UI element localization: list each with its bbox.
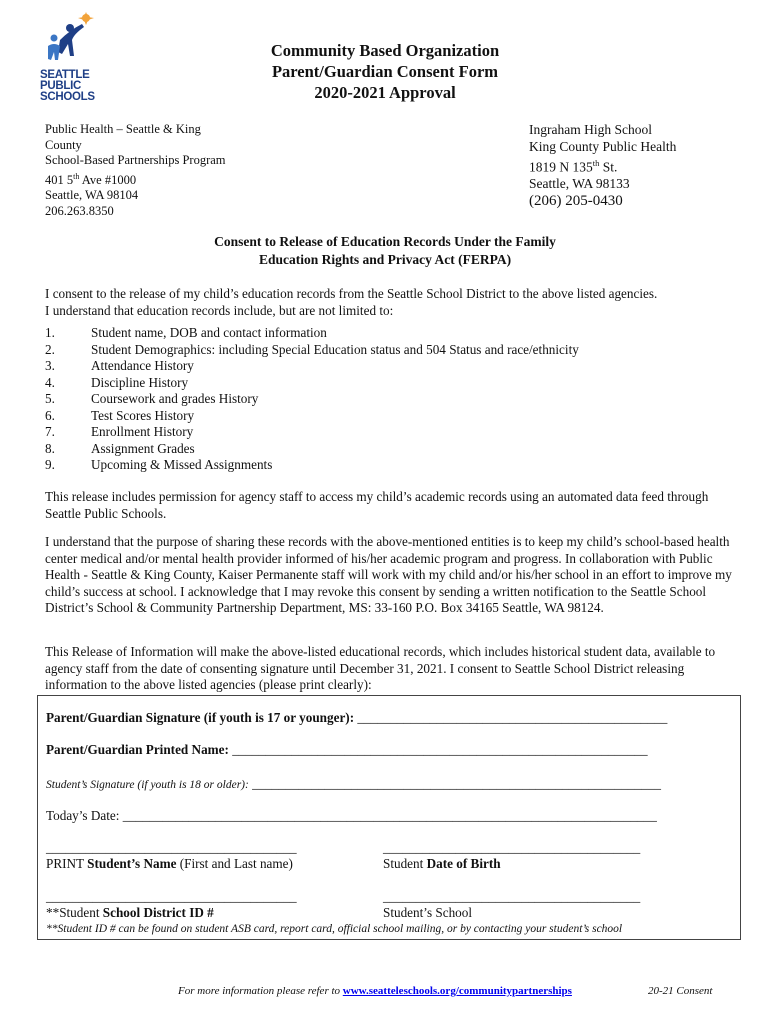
street-suffix: th (592, 158, 600, 168)
id-prefix: **Student (46, 905, 103, 920)
logo-word: PUBLIC (40, 80, 82, 92)
item-text: Upcoming & Missed Assignments (91, 457, 273, 472)
student-dob-field[interactable]: _______________________________________ (383, 840, 641, 855)
purpose-paragraph: I understand that the purpose of sharing these records with the above-mentioned entities is to keep my child’s school-based health center medical and/or mental health provider informed of his/her academic program and progress. In collaboration with Public Health - Seattle & King County, Kaiser Permanente staff will work with my child and/or his/her school in an effort to improve my child’s success at school. I acknowledge that I may revoke this consent by sending a written notification to the Seattle School District’s School & Community Partnership Department, MS: 33-160 P.O. Box 34165 Seattle, WA 98124. (45, 534, 732, 615)
address-line: County (45, 137, 82, 152)
date-field[interactable]: _________________________________________________________________________________ (122, 808, 657, 823)
community-partnerships-link[interactable]: www.seatteleschools.org/communitypartnerships (342, 985, 572, 997)
student-signature-label: Student’s Signature (if youth is 18 or older): (46, 779, 249, 791)
street-number: 1819 N 135 (529, 159, 593, 175)
section-title (120, 233, 650, 269)
student-id-field[interactable]: ______________________________________ (46, 889, 297, 904)
records-list (45, 325, 735, 474)
parent-name-label: Parent/Guardian Printed Name: (46, 742, 229, 757)
list-item (45, 441, 735, 458)
dob-prefix: Student (383, 856, 427, 871)
student-school-field[interactable]: _______________________________________ (383, 889, 641, 904)
intro-line: I consent to the release of my child’s education records from the Seattle School District to the above listed agencies. (45, 286, 658, 301)
item-number: 3. (45, 358, 55, 373)
item-number: 8. (45, 440, 55, 456)
item-number: 2. (45, 341, 55, 357)
address-left (45, 122, 255, 219)
address-phone: 206.263.8350 (45, 203, 114, 218)
intro-paragraph (45, 286, 735, 319)
item-text: Student Demographics: including Special Education status and 504 Status and race/ethnicity (91, 341, 579, 357)
intro-line: I understand that education records include, but are not limited to: (45, 302, 394, 318)
print-bold: Student’s Name (87, 856, 177, 871)
logo-word: SEATTLE (40, 69, 90, 81)
item-text: Student name, DOB and contact information (91, 325, 327, 340)
address-street (529, 155, 739, 176)
section-title-line: Education Rights and Privacy Act (FERPA) (258, 252, 512, 267)
item-text: Attendance History (91, 358, 194, 373)
parent-signature-label: Parent/Guardian Signature (if youth is 17 or younger): (46, 710, 355, 725)
address-line: King County Public Health (529, 138, 677, 154)
list-item (45, 408, 735, 425)
title-line: Parent/Guardian Consent Form (271, 62, 499, 81)
parent-name-field[interactable]: _______________________________________________________________ (232, 742, 648, 757)
item-text: Discipline History (91, 374, 189, 390)
student-dob-label (383, 856, 501, 872)
student-name-label (46, 856, 293, 872)
list-item (45, 358, 735, 375)
date-row (46, 808, 657, 824)
item-number: 9. (45, 457, 55, 472)
logo-word: SCHOOLS (40, 91, 95, 103)
item-number: 4. (45, 374, 55, 390)
item-number: 6. (45, 407, 55, 423)
logo-figure-icon (40, 12, 96, 72)
footer-code: 20-21 Consent (648, 985, 713, 997)
address-line: School-Based Partnerships Program (45, 153, 226, 167)
address-line: Ingraham High School (529, 122, 652, 137)
parent-name-row (46, 742, 648, 758)
footer-info (178, 985, 572, 997)
street-rest: St. (599, 159, 618, 175)
dob-bold: Date of Birth (426, 856, 501, 871)
id-bold: School District ID # (102, 905, 214, 920)
student-id-label (46, 905, 214, 921)
item-number: 7. (45, 424, 55, 439)
release-paragraph: This release includes permission for agency staff to access my child’s academic records using an automated data feed through Seattle Public Schools. (45, 489, 709, 521)
logo-wordmark (40, 70, 98, 103)
print-prefix: PRINT (46, 856, 88, 871)
title-line: Community Based Organization (270, 41, 500, 60)
list-item (45, 375, 735, 392)
item-number: 1. (45, 325, 55, 340)
street-number: 401 5 (45, 172, 74, 187)
item-text: Coursework and grades History (91, 391, 259, 406)
form-title (240, 40, 530, 103)
student-signature-field[interactable]: ______________________________________________________________ (252, 776, 661, 791)
parent-signature-field[interactable]: _______________________________________________ (357, 710, 668, 725)
address-phone: (206) 205-0430 (529, 192, 623, 209)
list-item (45, 457, 735, 474)
student-school-label: Student’s School (383, 905, 473, 920)
student-name-field[interactable]: ______________________________________ (46, 840, 297, 855)
address-right (529, 122, 739, 209)
footer-info-text: For more information please refer to (178, 985, 343, 997)
item-number: 5. (45, 391, 55, 406)
date-label: Today’s Date: (46, 808, 120, 823)
title-line: 2020-2021 Approval (314, 83, 456, 102)
item-text: Test Scores History (91, 407, 195, 423)
list-item (45, 325, 735, 342)
street-suffix: th (73, 171, 80, 181)
address-street (45, 169, 255, 189)
info-paragraph: This Release of Information will make the above-listed educational records, which includes historical student data, available to agency staff from the date of consenting signature until December 31, 2021. I consent to Seattle School District releasing information to the above listed agencies (please print clearly): (45, 644, 716, 692)
section-title-line: Consent to Release of Education Records Under the Family (214, 234, 556, 249)
list-item (45, 424, 735, 441)
item-text: Enrollment History (91, 424, 194, 439)
list-item (45, 342, 735, 359)
student-signature-row (46, 776, 661, 793)
address-city: Seattle, WA 98133 (529, 176, 630, 191)
item-text: Assignment Grades (91, 440, 195, 456)
parent-signature-row (46, 710, 667, 726)
print-suffix: (First and Last name) (176, 856, 293, 871)
student-id-note: **Student ID # can be found on student ASB card, report card, official school mailing, or by contacting your student’s school (46, 923, 623, 935)
street-rest: Ave #1000 (79, 172, 137, 187)
list-item (45, 391, 735, 408)
signature-box (37, 695, 741, 940)
address-city: Seattle, WA 98104 (45, 188, 139, 203)
address-line: Public Health – Seattle & King (45, 122, 201, 136)
